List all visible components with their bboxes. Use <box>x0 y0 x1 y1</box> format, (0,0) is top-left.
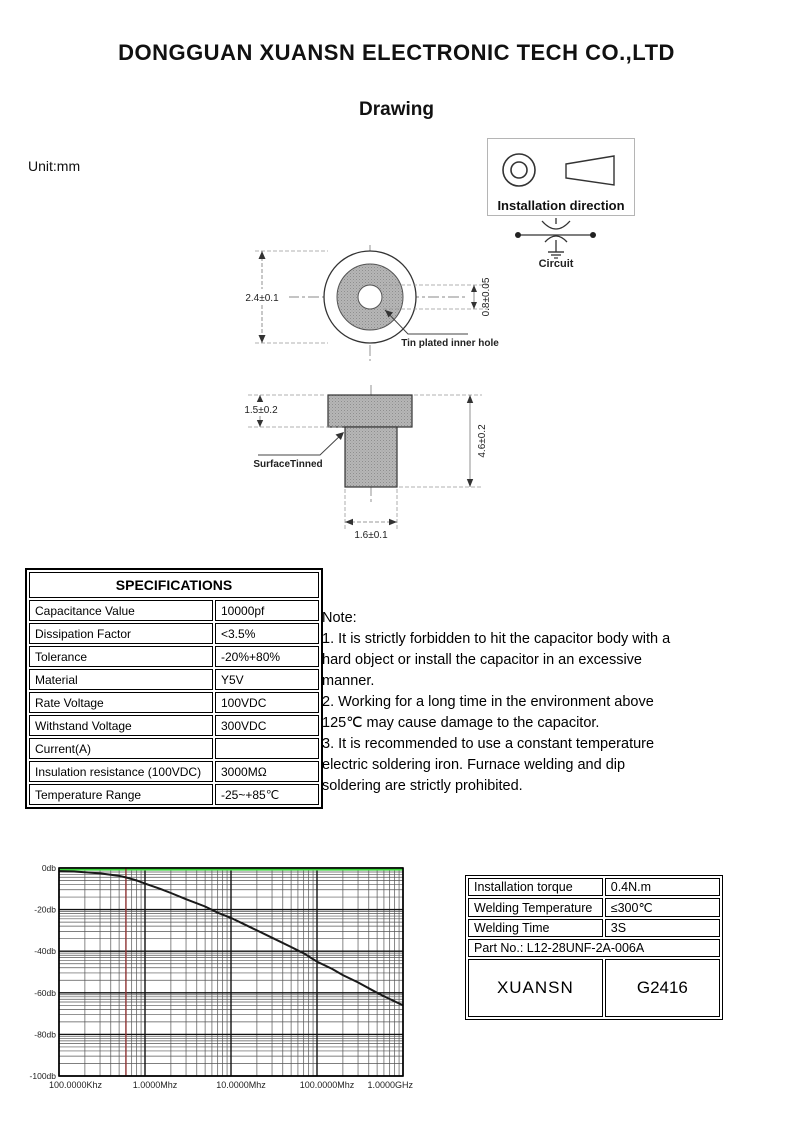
y-axis-tick-label: -100db <box>29 1071 56 1081</box>
note-line: 125℃ may cause damage to the capacitor. <box>322 715 600 731</box>
inner-hole <box>358 285 382 309</box>
dim-body-width: 1.6±0.1 <box>354 530 388 541</box>
table-row: Installation torque 0.4N.m <box>468 878 720 896</box>
dim-outer-diameter: 2.4±0.1 <box>245 293 279 304</box>
table-row: Dissipation Factor <3.5% <box>29 623 319 644</box>
x-axis-tick-label: 100.0000Mhz <box>299 1080 355 1090</box>
terminal-dot-right <box>590 232 596 238</box>
product-info-table <box>465 875 723 1020</box>
table-row: Insulation resistance (100VDC) 3000MΩ <box>29 761 319 782</box>
surface-label: SurfaceTinned <box>253 459 323 470</box>
unit-label: Unit:mm <box>28 158 81 174</box>
loss-chart-svg <box>20 850 450 1102</box>
y-axis-tick-label: -40db <box>34 946 56 957</box>
model-number: G2416 <box>605 959 720 1017</box>
note-line: electric soldering iron. Furnace welding and dip <box>322 757 626 773</box>
note-line: manner. <box>322 673 375 689</box>
table-row: Tolerance -20%+80% <box>29 646 319 667</box>
y-axis-tick-label: -20db <box>34 904 56 915</box>
capacitor-body <box>345 427 397 487</box>
table-row: Material Y5V <box>29 669 319 690</box>
table-row: Welding Time 3S <box>468 919 720 937</box>
table-row: Rate Voltage 100VDC <box>29 692 319 713</box>
x-axis-tick-label: 100.0000Khz <box>49 1080 103 1090</box>
washer-outer-circle <box>503 154 535 186</box>
table-row: Capacitance Value 10000pf <box>29 600 319 621</box>
installation-direction-icon <box>488 143 636 195</box>
doc-subtitle: Drawing <box>359 99 434 120</box>
table-row: Welding Temperature ≤300℃ <box>468 898 720 917</box>
hole-label: Tin plated inner hole <box>401 338 499 349</box>
part-number: Part No.: L12-28UNF-2A-006A <box>468 939 720 957</box>
note-block <box>322 608 722 797</box>
spec-table-title: SPECIFICATIONS <box>29 572 319 598</box>
specifications-table <box>25 568 323 809</box>
top-view-drawing <box>230 243 520 363</box>
dim-hole-diameter: 0.8±0.05 <box>481 277 492 317</box>
brand-row <box>468 959 720 1017</box>
table-row: Withstand Voltage 300VDC <box>29 715 319 736</box>
capacitor-head <box>328 395 412 427</box>
note-line: 1. It is strictly forbidden to hit the capacitor body with a <box>322 631 671 647</box>
note-heading: Note: <box>322 610 357 626</box>
installation-direction-label: Installation direction <box>497 198 625 213</box>
dim-total-height: 4.6±0.2 <box>477 424 488 458</box>
x-axis-tick-label: 1.0000Mhz <box>132 1080 178 1090</box>
x-axis-tick-label: 10.0000Mhz <box>216 1080 266 1090</box>
insertion-loss-chart <box>20 850 450 1102</box>
note-line: hard object or install the capacitor in an excessive <box>322 652 642 668</box>
circuit-label: Circuit <box>538 258 574 270</box>
note-line: soldering are strictly prohibited. <box>322 778 523 794</box>
note-line: 3. It is recommended to use a constant temperature <box>322 736 655 752</box>
x-axis-tick-label: 1.0000GHz <box>367 1080 413 1090</box>
surface-leader-line <box>258 433 343 455</box>
installation-direction-box <box>487 138 635 216</box>
part-number-row <box>468 939 720 957</box>
terminal-dot-left <box>515 232 521 238</box>
y-axis-tick-label: -80db <box>34 1029 56 1040</box>
note-line: 2. Working for a long time in the environment above <box>322 694 654 710</box>
brand-name: XUANSN <box>468 959 603 1017</box>
washer-inner-circle <box>511 162 527 178</box>
table-row: Current(A) <box>29 738 319 759</box>
side-view-drawing <box>230 380 520 545</box>
table-row: Temperature Range -25~+85℃ <box>29 784 319 805</box>
dim-head-height: 1.5±0.2 <box>244 405 278 416</box>
cone-icon <box>566 156 614 185</box>
company-title: DONGGUAN XUANSN ELECTRONIC TECH CO.,LTD <box>118 40 675 65</box>
y-axis-tick-label: 0db <box>41 863 56 873</box>
y-axis-tick-label: -60db <box>34 987 56 998</box>
